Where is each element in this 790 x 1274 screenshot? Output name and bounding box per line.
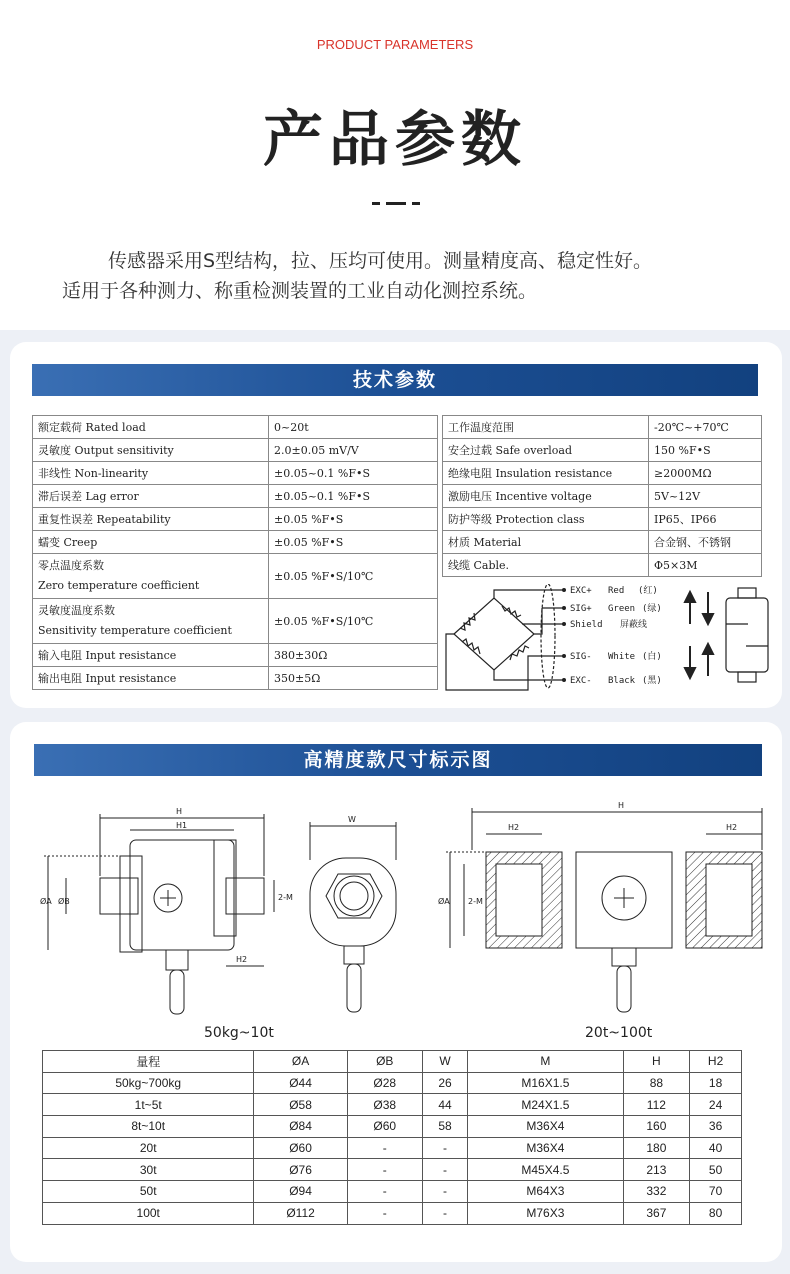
spec-value: IP65、IP66 <box>649 508 762 531</box>
table-row <box>33 667 438 690</box>
table-row <box>443 462 762 485</box>
table-row <box>33 462 438 485</box>
dim-label-h2: H2 <box>236 955 248 964</box>
spec-label: 输出电阻 Input resistance <box>33 667 269 690</box>
table-row <box>33 508 438 531</box>
dim-label-h2-left: H2 <box>508 823 520 832</box>
s-beam-icon <box>726 588 768 682</box>
table-cell: Ø112 <box>254 1202 347 1224</box>
wire-color: White <box>608 652 636 662</box>
table-row <box>33 485 438 508</box>
column-header: ØA <box>254 1051 347 1073</box>
table-cell: 18 <box>690 1072 742 1094</box>
column-header: H <box>623 1051 690 1073</box>
spec-value: ±0.05 %F•S <box>269 508 438 531</box>
spec-label-en: Sensitivity temperature coefficient <box>38 624 232 637</box>
wire-color-cn: (绿) <box>642 604 662 614</box>
table-row <box>443 439 762 462</box>
table-cell: 58 <box>422 1116 467 1138</box>
table-cell: Ø44 <box>254 1072 347 1094</box>
wire-color-cn: (黑) <box>642 676 662 686</box>
spec-value: 0~20t <box>269 416 438 439</box>
table-cell: - <box>422 1137 467 1159</box>
table-cell: Ø76 <box>254 1159 347 1181</box>
table-cell: Ø60 <box>254 1137 347 1159</box>
table-cell: 8t~10t <box>43 1116 254 1138</box>
table-row <box>443 554 762 577</box>
dim-label-m-large: 2-M <box>468 897 483 906</box>
table-cell: 160 <box>623 1116 690 1138</box>
intro-text <box>62 246 742 306</box>
table-cell: 44 <box>422 1094 467 1116</box>
dimension-drawing <box>34 800 764 1040</box>
spec-label: 安全过载 Safe overload <box>443 439 649 462</box>
table-cell: 50t <box>43 1181 254 1203</box>
dim-label-phia: ØA <box>40 897 52 906</box>
table-cell: Ø94 <box>254 1181 347 1203</box>
table-row <box>43 1137 742 1159</box>
load-direction-icon <box>685 592 713 678</box>
spec-card <box>10 342 782 708</box>
wiring-diagram <box>442 584 772 694</box>
table-cell: M64X3 <box>468 1181 623 1203</box>
table-cell: M36X4 <box>468 1137 623 1159</box>
table-cell: 112 <box>623 1094 690 1116</box>
table-header-row <box>43 1051 742 1073</box>
table-cell: 213 <box>623 1159 690 1181</box>
table-row <box>443 508 762 531</box>
intro-line-2: 适用于各种测力、称重检测装置的工业自动化测控系统。 <box>62 280 538 302</box>
table-row <box>43 1072 742 1094</box>
spec-label: 线缆 Cable. <box>443 554 649 577</box>
table-row <box>43 1094 742 1116</box>
spec-value: -20℃~+70℃ <box>649 416 762 439</box>
table-row <box>33 644 438 667</box>
table-cell: 36 <box>690 1116 742 1138</box>
spec-value: 350±5Ω <box>269 667 438 690</box>
wire-pin: EXC- <box>570 676 592 686</box>
wire-color-cn: (红) <box>638 586 658 596</box>
spec-value: ≥2000MΩ <box>649 462 762 485</box>
spec-value: 合金钢、不锈钢 <box>649 531 762 554</box>
table-cell: M16X1.5 <box>468 1072 623 1094</box>
section-subtitle: PRODUCT PARAMETERS <box>316 37 474 52</box>
table-cell: Ø60 <box>347 1116 422 1138</box>
table-cell: - <box>347 1181 422 1203</box>
column-header: H2 <box>690 1051 742 1073</box>
table-row <box>33 416 438 439</box>
dimension-card <box>10 722 782 1262</box>
table-row <box>443 416 762 439</box>
spec-value: 5V~12V <box>649 485 762 508</box>
table-cell: 20t <box>43 1137 254 1159</box>
spec-label-cn: 零点温度系数 <box>38 559 104 572</box>
table-cell: M76X3 <box>468 1202 623 1224</box>
spec-value: 2.0±0.05 mV/V <box>269 439 438 462</box>
table-cell: - <box>422 1181 467 1203</box>
table-cell: 26 <box>422 1072 467 1094</box>
spec-label: 重复性误差 Repeatability <box>33 508 269 531</box>
table-row <box>33 531 438 554</box>
dim-label-h-large: H <box>618 801 625 810</box>
spec-table-right <box>442 415 762 577</box>
spec-value: ±0.05 %F•S/10℃ <box>269 599 438 644</box>
spec-label-en: Zero temperature coefficient <box>38 579 200 592</box>
table-row <box>43 1116 742 1138</box>
table-row <box>43 1181 742 1203</box>
wire-color-cn: 屏蔽线 <box>620 620 648 630</box>
table-cell: M24X1.5 <box>468 1094 623 1116</box>
column-header: 量程 <box>43 1051 254 1073</box>
column-header: W <box>422 1051 467 1073</box>
wire-pin: SIG- <box>570 652 592 662</box>
caption-small-model: 50kg~10t <box>204 1025 274 1041</box>
table-cell: 88 <box>623 1072 690 1094</box>
table-cell: M45X4.5 <box>468 1159 623 1181</box>
table-row <box>443 485 762 508</box>
wire-color-cn: (白) <box>642 652 662 662</box>
spec-label: 灵敏度 Output sensitivity <box>33 439 269 462</box>
table-cell: 50kg~700kg <box>43 1072 254 1094</box>
spec-table-left <box>32 415 438 690</box>
spec-value: ±0.05 %F•S/10℃ <box>269 554 438 599</box>
spec-value: ±0.05~0.1 %F•S <box>269 485 438 508</box>
table-cell: 367 <box>623 1202 690 1224</box>
table-row <box>43 1159 742 1181</box>
column-header: M <box>468 1051 623 1073</box>
spec-label: 蠕变 Creep <box>33 531 269 554</box>
spec-value: ±0.05 %F•S <box>269 531 438 554</box>
spec-label: 滞后误差 Lag error <box>33 485 269 508</box>
spec-label: 工作温度范围 <box>443 416 649 439</box>
title-divider <box>372 202 420 205</box>
column-header: ØB <box>347 1051 422 1073</box>
spec-label: 额定载荷 Rated load <box>33 416 269 439</box>
table-cell: 30t <box>43 1159 254 1181</box>
dim-label-m: 2-M <box>278 893 293 902</box>
spec-value: 380±30Ω <box>269 644 438 667</box>
page-title: 产品参数 <box>263 105 527 175</box>
wire-pin: Shield <box>570 620 603 630</box>
wire-color: Green <box>608 604 636 614</box>
dim-label-h: H <box>176 807 183 816</box>
spec-label-cn: 灵敏度温度系数 <box>38 604 115 617</box>
dim-label-h2-right: H2 <box>726 823 738 832</box>
table-cell: 50 <box>690 1159 742 1181</box>
table-cell: 80 <box>690 1202 742 1224</box>
spec-label: 绝缘电阻 Insulation resistance <box>443 462 649 485</box>
table-cell: Ø28 <box>347 1072 422 1094</box>
spec-label <box>33 554 269 599</box>
caption-large-model: 20t~100t <box>585 1025 653 1041</box>
dimension-table <box>42 1050 742 1225</box>
table-row <box>43 1202 742 1224</box>
spec-value: Φ5×3M <box>649 554 762 577</box>
spec-label: 输入电阻 Input resistance <box>33 644 269 667</box>
table-cell: 1t~5t <box>43 1094 254 1116</box>
table-cell: - <box>347 1137 422 1159</box>
table-cell: Ø84 <box>254 1116 347 1138</box>
table-cell: - <box>347 1202 422 1224</box>
spec-value: ±0.05~0.1 %F•S <box>269 462 438 485</box>
dim-label-phia-large: ØA <box>438 897 450 906</box>
dim-label-phib: ØB <box>58 897 70 906</box>
spec-label: 非线性 Non-linearity <box>33 462 269 485</box>
dim-label-h1: H1 <box>176 821 188 830</box>
table-row <box>33 439 438 462</box>
spec-banner: 技术参数 <box>32 364 758 396</box>
spec-value: 150 %F•S <box>649 439 762 462</box>
dim-label-w: W <box>348 815 356 824</box>
table-cell: Ø58 <box>254 1094 347 1116</box>
wire-color: Red <box>608 586 625 596</box>
table-cell: M36X4 <box>468 1116 623 1138</box>
spec-label: 激励电压 Incentive voltage <box>443 485 649 508</box>
table-cell: - <box>422 1159 467 1181</box>
dimension-banner: 高精度款尺寸标示图 <box>34 744 762 776</box>
table-row <box>33 554 438 599</box>
spec-label: 材质 Material <box>443 531 649 554</box>
table-cell: 40 <box>690 1137 742 1159</box>
table-row <box>33 599 438 644</box>
table-cell: 180 <box>623 1137 690 1159</box>
table-row <box>443 531 762 554</box>
table-cell: 100t <box>43 1202 254 1224</box>
wire-color: Black <box>608 676 636 686</box>
table-cell: 24 <box>690 1094 742 1116</box>
wire-pin: EXC+ <box>570 586 592 596</box>
table-cell: 70 <box>690 1181 742 1203</box>
spec-label: 防护等级 Protection class <box>443 508 649 531</box>
table-cell: - <box>422 1202 467 1224</box>
table-cell: Ø38 <box>347 1094 422 1116</box>
table-cell: - <box>347 1159 422 1181</box>
spec-label <box>33 599 269 644</box>
table-cell: 332 <box>623 1181 690 1203</box>
wire-pin: SIG+ <box>570 604 592 614</box>
intro-line-1: 传感器采用S型结构，拉、压均可使用。测量精度高、稳定性好。 <box>108 250 653 272</box>
